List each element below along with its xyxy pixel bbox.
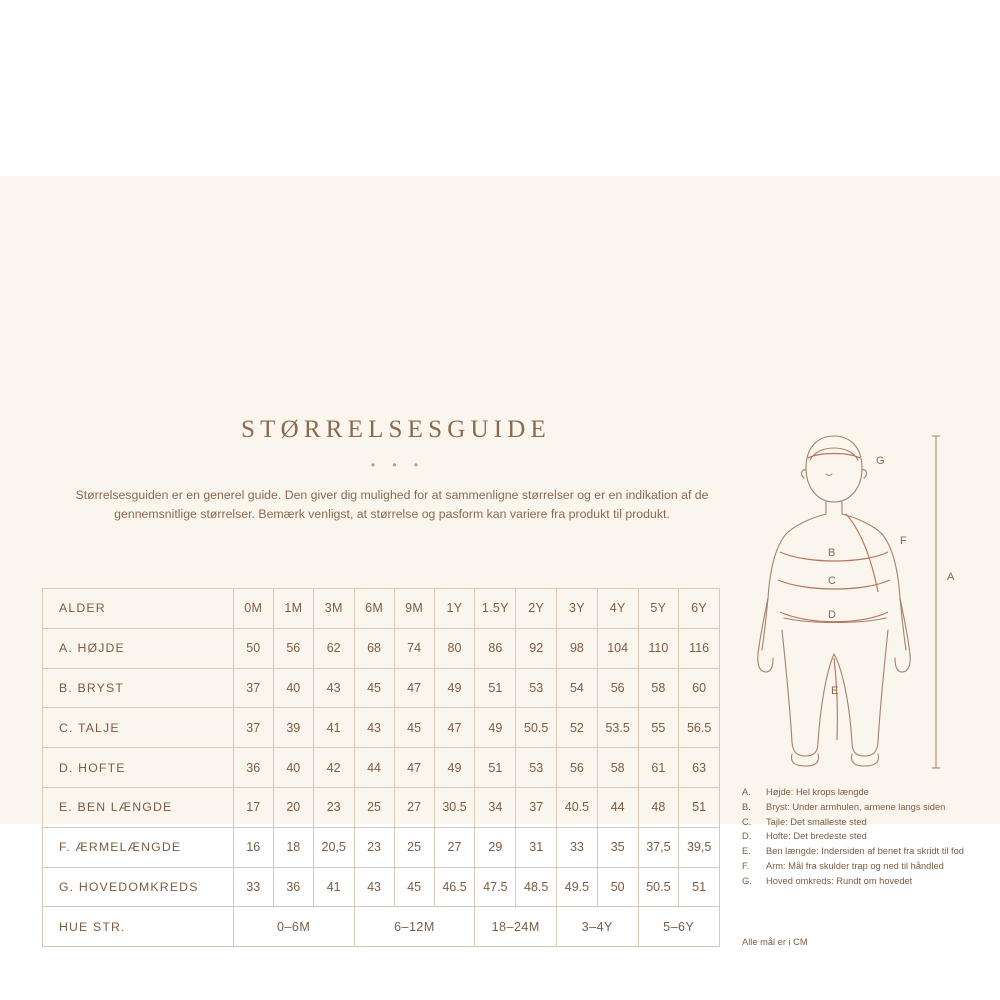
legend-text: Hoved omkreds: Rundt om hovedet [766, 875, 913, 886]
cell: 36 [233, 748, 273, 788]
table-column-header: 2Y [516, 589, 557, 629]
cell: 47 [434, 708, 475, 748]
marker-e: E [831, 685, 839, 697]
legend-key: F. [742, 860, 750, 871]
cell: 98 [557, 628, 598, 668]
cell: 18–24M [475, 907, 557, 947]
marker-d: D [828, 609, 836, 621]
cell: 53.5 [597, 708, 638, 748]
cell: 31 [516, 827, 557, 867]
cell: 47 [394, 748, 434, 788]
cell: 16 [233, 827, 273, 867]
cell: 40.5 [557, 787, 598, 827]
cell: 55 [638, 708, 679, 748]
cell: 60 [679, 668, 720, 708]
cell: 92 [516, 628, 557, 668]
table-row [43, 668, 720, 708]
row-label: E. BEN LÆNGDE [43, 787, 234, 827]
table-column-header: 4Y [597, 589, 638, 629]
legend-text: Ben længde: Indersiden af benet fra skridt til fod [766, 846, 964, 857]
table-row [43, 827, 720, 867]
legend-key: G. [742, 875, 752, 886]
marker-f: F [900, 535, 907, 547]
legend-text: Bryst: Under armhulen, armene langs siden [766, 801, 946, 812]
cell: 49 [434, 668, 475, 708]
legend-item [742, 801, 964, 816]
cell: 41 [313, 708, 354, 748]
table-row-hat-size [43, 907, 720, 947]
cell: 30.5 [434, 787, 475, 827]
cell: 50 [597, 867, 638, 907]
cell: 58 [597, 748, 638, 788]
legend-list [742, 786, 974, 890]
cell: 17 [233, 787, 273, 827]
cell: 27 [434, 827, 475, 867]
cell: 37 [516, 787, 557, 827]
cell: 3–4Y [557, 907, 638, 947]
cell: 33 [557, 827, 598, 867]
cell: 104 [597, 628, 638, 668]
intro-paragraph: Størrelsesguiden er en generel guide. Den giver dig mulighed for at sammenligne størrelser og er en indikation af de gennemsnitlige størrelser. Bemærk venligst, at størrelse og pasform kan variere fra produkt til produkt. [75, 488, 709, 521]
unit-note: Alle mål er i CM [742, 937, 808, 947]
row-label: HUE STR. [43, 907, 234, 947]
marker-b: B [828, 547, 836, 559]
marker-a: A [947, 571, 955, 583]
legend-item [742, 830, 964, 845]
cell: 27 [394, 787, 434, 827]
cell: 41 [313, 867, 354, 907]
table-column-header: 3Y [557, 589, 598, 629]
cell: 47 [394, 668, 434, 708]
cell: 43 [354, 708, 394, 748]
cell: 56.5 [679, 708, 720, 748]
cell: 46.5 [434, 867, 475, 907]
cell: 37 [233, 668, 273, 708]
cell: 45 [394, 867, 434, 907]
cell: 20 [273, 787, 313, 827]
cell: 68 [354, 628, 394, 668]
size-table [42, 588, 720, 947]
child-body-diagram [740, 422, 970, 782]
cell: 40 [273, 748, 313, 788]
marker-c: C [828, 575, 836, 587]
cell: 63 [679, 748, 720, 788]
table-column-header: 9M [394, 589, 434, 629]
cell: 25 [394, 827, 434, 867]
row-label: D. HOFTE [43, 748, 234, 788]
legend-text: Hofte: Det bredeste sted [766, 831, 867, 842]
row-label: G. HOVEDOMKREDS [43, 867, 234, 907]
cell: 56 [597, 668, 638, 708]
cell: 40 [273, 668, 313, 708]
cell: 44 [597, 787, 638, 827]
cell: 37,5 [638, 827, 679, 867]
cell: 18 [273, 827, 313, 867]
cell: 48 [638, 787, 679, 827]
cell: 54 [557, 668, 598, 708]
cell: 74 [394, 628, 434, 668]
cell: 62 [313, 628, 354, 668]
legend-item [742, 816, 964, 831]
cell: 37 [233, 708, 273, 748]
cell: 52 [557, 708, 598, 748]
row-label: B. BRYST [43, 668, 234, 708]
legend-item [742, 786, 964, 801]
cell: 51 [475, 668, 516, 708]
legend-key: B. [742, 801, 751, 812]
cell: 49 [475, 708, 516, 748]
table-row [43, 748, 720, 788]
table-row [43, 628, 720, 668]
cell: 45 [394, 708, 434, 748]
cell: 86 [475, 628, 516, 668]
table-header-row [43, 589, 720, 629]
cell: 48.5 [516, 867, 557, 907]
table-column-header: 1Y [434, 589, 475, 629]
cell: 45 [354, 668, 394, 708]
legend-key: E. [742, 846, 751, 857]
cell: 23 [313, 787, 354, 827]
cell: 43 [354, 867, 394, 907]
cell: 110 [638, 628, 679, 668]
row-label: C. TALJE [43, 708, 234, 748]
row-label: A. HØJDE [43, 628, 234, 668]
table-column-header: 3M [313, 589, 354, 629]
cell: 34 [475, 787, 516, 827]
table-column-header: 1.5Y [475, 589, 516, 629]
decorative-dots: • • • [370, 458, 426, 472]
legend-item [742, 860, 964, 875]
table-row [43, 867, 720, 907]
cell: 50.5 [638, 867, 679, 907]
cell: 58 [638, 668, 679, 708]
table-column-header: 5Y [638, 589, 679, 629]
table-corner-label: ALDER [43, 589, 234, 629]
cell: 116 [679, 628, 720, 668]
table-row [43, 787, 720, 827]
cell: 80 [434, 628, 475, 668]
cell: 61 [638, 748, 679, 788]
cell: 56 [557, 748, 598, 788]
cell: 50.5 [516, 708, 557, 748]
legend-key: A. [742, 787, 751, 797]
cell: 53 [516, 668, 557, 708]
cell: 39,5 [679, 827, 720, 867]
cell: 29 [475, 827, 516, 867]
cell: 44 [354, 748, 394, 788]
cell: 50 [233, 628, 273, 668]
cell: 33 [233, 867, 273, 907]
cell: 43 [313, 668, 354, 708]
cell: 51 [679, 787, 720, 827]
legend-text: Arm: Mål fra skulder trap og ned til håndled [766, 860, 944, 871]
table-column-header: 6M [354, 589, 394, 629]
cell: 49 [434, 748, 475, 788]
cell: 49.5 [557, 867, 598, 907]
cell: 36 [273, 867, 313, 907]
cell: 6–12M [354, 907, 475, 947]
legend-text: Tajle: Det smalleste sted [766, 816, 867, 827]
cell: 35 [597, 827, 638, 867]
table-column-header: 0M [233, 589, 273, 629]
legend-text: Højde: Hel krops længde [766, 787, 869, 797]
legend-key: D. [742, 831, 752, 842]
intro-block [42, 416, 732, 524]
cell: 0–6M [233, 907, 354, 947]
table-column-header: 1M [273, 589, 313, 629]
content-panel [0, 176, 1000, 947]
cell: 39 [273, 708, 313, 748]
legend-item [742, 845, 964, 860]
legend-key: C. [742, 816, 752, 827]
marker-g: G [876, 455, 885, 467]
measurement-figure [740, 422, 970, 782]
cell: 51 [679, 867, 720, 907]
cell: 20,5 [313, 827, 354, 867]
page-title: STØRRELSESGUIDE [241, 416, 551, 443]
table-row [43, 708, 720, 748]
cell: 53 [516, 748, 557, 788]
cell: 23 [354, 827, 394, 867]
row-label: F. ÆRMELÆNGDE [43, 827, 234, 867]
cell: 51 [475, 748, 516, 788]
cell: 56 [273, 628, 313, 668]
cell: 42 [313, 748, 354, 788]
cell: 5–6Y [638, 907, 720, 947]
table-column-header: 6Y [679, 589, 720, 629]
cell: 47.5 [475, 867, 516, 907]
cell: 25 [354, 787, 394, 827]
legend-item [742, 875, 964, 890]
